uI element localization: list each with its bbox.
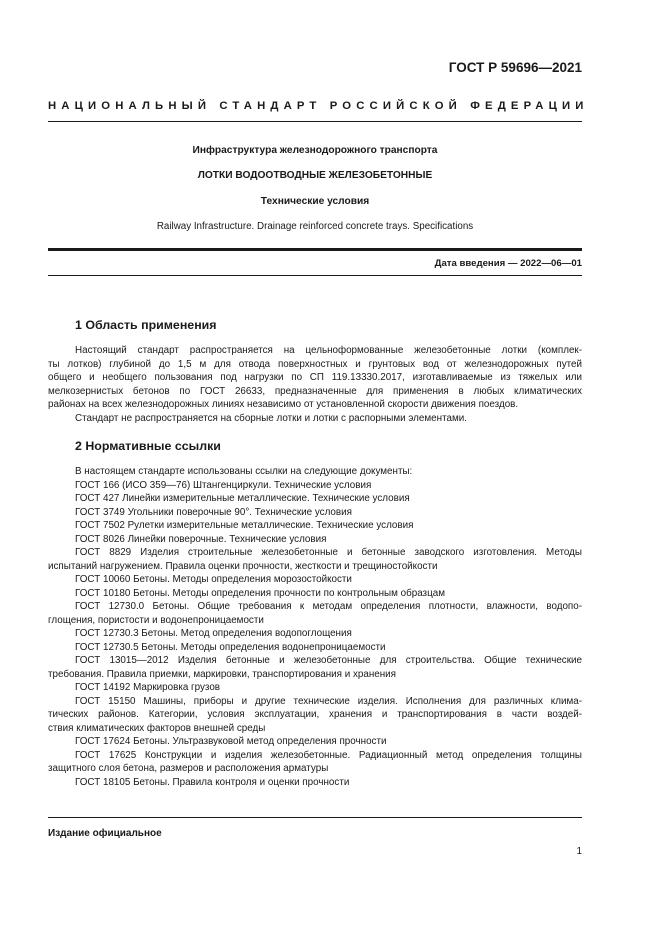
top-rule <box>48 121 582 122</box>
section-1-heading: 1 Область применения <box>75 318 217 332</box>
infra-title: Инфраструктура железнодорожного транспорта <box>192 145 438 156</box>
section-1-body <box>48 344 582 425</box>
date-of-introduction: Дата введения — 2022—06—01 <box>434 258 582 269</box>
footer-rule <box>48 817 582 818</box>
text-line: общего и необщего пользования под нагрузки по СП 119.13330.2017, изготавливаемые из тяжелых или <box>48 372 582 383</box>
section-2-body <box>48 465 582 789</box>
reference-item: ГОСТ 7502 Рулетки измерительные металлические. Технические условия <box>75 520 414 531</box>
reference-item: ГОСТ 8026 Линейки поверочные. Технические условия <box>75 533 327 545</box>
reference-item-cont: требования. Правила приемки, маркировки, транспортирования и хранения <box>48 668 397 680</box>
text-line: Настоящий стандарт распространяется на цельноформованные железобетонные лотки (комплек- <box>75 345 582 356</box>
spec-type-title: Технические условия <box>260 196 370 207</box>
reference-item: ГОСТ 17625 Конструкции и изделия железобетонные. Радиационный метод определения толщины <box>75 749 582 761</box>
reference-item-cont: защитного слоя бетона, размеров и расположения арматуры <box>48 763 329 774</box>
national-standard-title: НАЦИОНАЛЬНЫЙ СТАНДАРТ РОССИЙСКОЙ ФЕДЕРАЦИИ <box>48 100 589 112</box>
reference-item: ГОСТ 12730.3 Бетоны. Метод определения водопоглощения <box>75 628 352 639</box>
reference-item: ГОСТ 12730.0 Бетоны. Общие требования к методам определения плотности, влажности, водопо- <box>75 601 582 612</box>
date-rule <box>48 275 582 276</box>
reference-item: ГОСТ 427 Линейки измерительные металлические. Технические условия <box>75 493 410 504</box>
reference-item: ГОСТ 14192 Маркировка грузов <box>75 682 221 693</box>
title-divider <box>48 248 582 251</box>
text-line: районах на всех железнодорожных линиях независимо от установленной скорости движения поездов. <box>48 399 519 410</box>
reference-item-cont: испытаний нагружением. Правила оценки прочности, жесткости и трещиностойкости <box>48 560 438 572</box>
text-line: Стандарт не распространяется на сборные лотки и лотки с распорными элементами. <box>75 412 467 424</box>
reference-item: ГОСТ 13015—2012 Изделия бетонные и железобетонные для строительства. Общие технические <box>75 655 582 666</box>
reference-item: ГОСТ 8829 Изделия строительные железобетонные и бетонные заводского изготовления. Методы <box>75 547 582 558</box>
reference-item: ГОСТ 18105 Бетоны. Правила контроля и оценки прочности <box>75 776 350 788</box>
english-title: Railway Infrastructure. Drainage reinforced concrete trays. Specifications <box>156 221 474 232</box>
reference-item: ГОСТ 166 (ИСО 359—76) Штангенциркули. Технические условия <box>75 479 372 491</box>
reference-item: ГОСТ 17624 Бетоны. Ультразвуковой метод определения прочности <box>75 736 387 747</box>
text-line: мелкозернистых бетонов по ГОСТ 26633, предназначенные для применения в любых климатических <box>48 385 582 397</box>
reference-item: ГОСТ 10180 Бетоны. Методы определения прочности по контрольным образцам <box>75 587 445 599</box>
text-line: В настоящем стандарте использованы ссылки на следующие документы: <box>75 466 413 477</box>
page-number: 1 <box>576 846 582 857</box>
reference-item-cont: тических районов. Категории, условия эксплуатации, хранения и транспортирования в части воздей- <box>48 709 582 720</box>
reference-item-cont: глощения, пористости и водонепроницаемости <box>48 614 264 626</box>
reference-item-cont: ствия климатических факторов внешней среды <box>48 722 266 734</box>
gost-code: ГОСТ Р 59696—2021 <box>448 60 582 75</box>
reference-item: ГОСТ 12730.5 Бетоны. Методы определения водонепроницаемости <box>75 641 386 653</box>
subject-title: ЛОТКИ ВОДООТВОДНЫЕ ЖЕЛЕЗОБЕТОННЫЕ <box>197 170 433 181</box>
section-2-heading: 2 Нормативные ссылки <box>75 439 221 453</box>
reference-item: ГОСТ 15150 Машины, приборы и другие технические изделия. Исполнения для различных клима- <box>75 695 582 707</box>
official-edition-label: Издание официальное <box>48 828 162 839</box>
reference-item: ГОСТ 10060 Бетоны. Методы определения морозостойкости <box>75 574 352 585</box>
reference-item: ГОСТ 3749 Угольники поверочные 90°. Технические условия <box>75 506 352 518</box>
text-line: ты лотков) глубиной до 1,5 м для отвода поверхностных и грунтовых вод от железнодорожных путей <box>48 358 582 370</box>
